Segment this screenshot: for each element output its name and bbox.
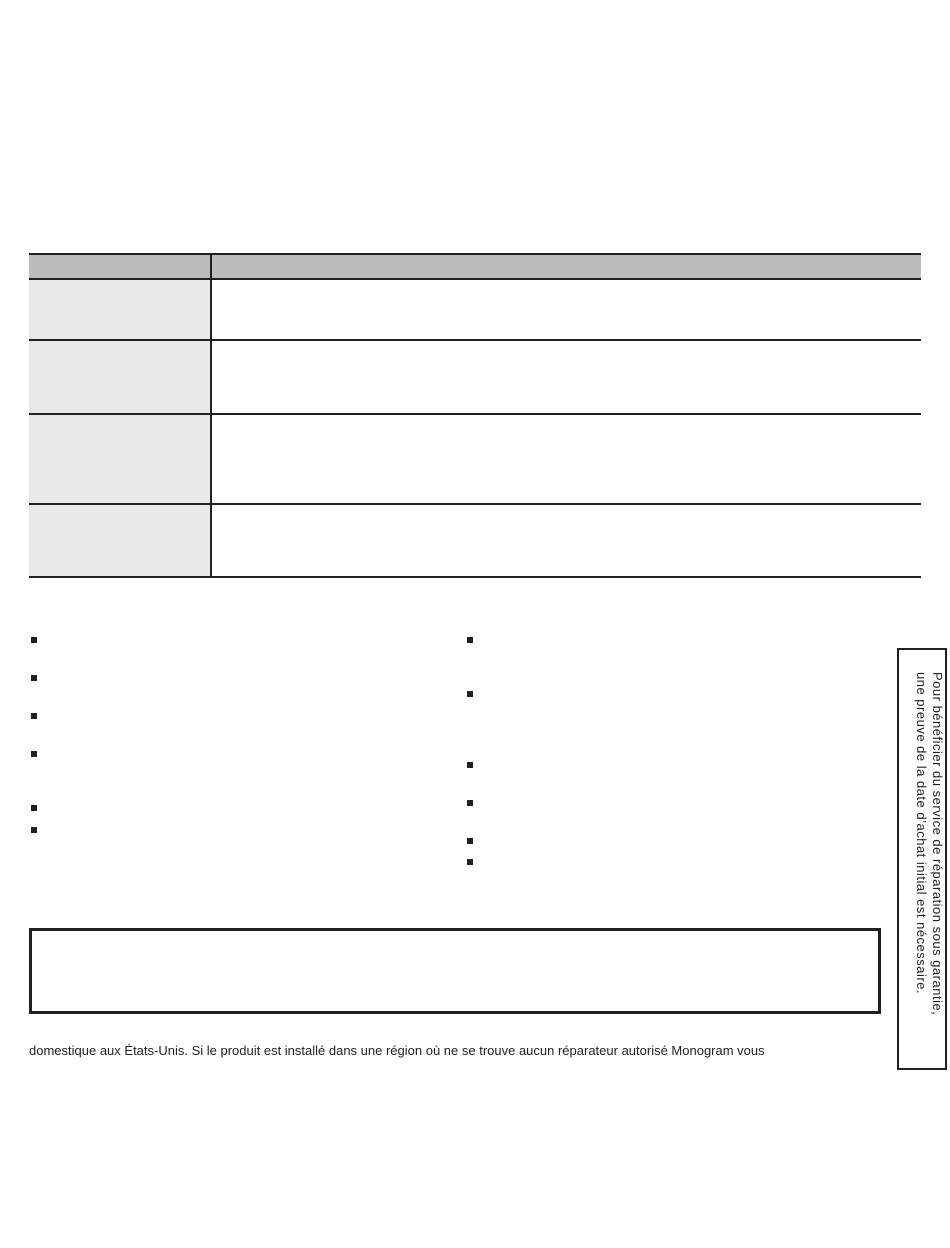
table-row [29, 341, 921, 415]
table-row [29, 505, 921, 578]
table-cell-coverage [212, 415, 921, 503]
warranty-table [29, 253, 921, 578]
notice-box [29, 928, 881, 1014]
header-cell-period [29, 255, 212, 278]
table-row [29, 280, 921, 341]
bullet-icon [467, 691, 473, 697]
warranty-proof-side-tab [897, 648, 947, 1070]
table-cell-period [29, 341, 212, 413]
table-cell-coverage [212, 341, 921, 413]
body-text-line: domestique aux États-Unis. Si le produit est installé dans une région où ne se trouve aucun réparateur autorisé Monogram vous [29, 1043, 765, 1058]
bullet-icon [31, 751, 37, 757]
side-tab-text [913, 672, 945, 1052]
bullet-icon [467, 762, 473, 768]
bullet-icon [467, 838, 473, 844]
bullet-icon [31, 637, 37, 643]
side-tab-line-1: Pour bénéficier du service de réparation sous garantie, [930, 672, 945, 1016]
table-cell-coverage [212, 505, 921, 576]
bullet-icon [31, 805, 37, 811]
table-cell-period [29, 280, 212, 339]
table-cell-period [29, 505, 212, 576]
bullet-icon [467, 637, 473, 643]
bullet-icon [467, 800, 473, 806]
table-cell-period [29, 415, 212, 503]
side-tab-line-2: une preuve de la date d’achat initial est nécessaire. [914, 672, 929, 995]
bullet-icon [31, 713, 37, 719]
table-header-row [29, 253, 921, 280]
bullet-icon [31, 675, 37, 681]
bullet-icon [467, 859, 473, 865]
bullet-icon [31, 827, 37, 833]
header-cell-coverage [212, 255, 921, 278]
table-cell-coverage [212, 280, 921, 339]
table-row [29, 415, 921, 505]
